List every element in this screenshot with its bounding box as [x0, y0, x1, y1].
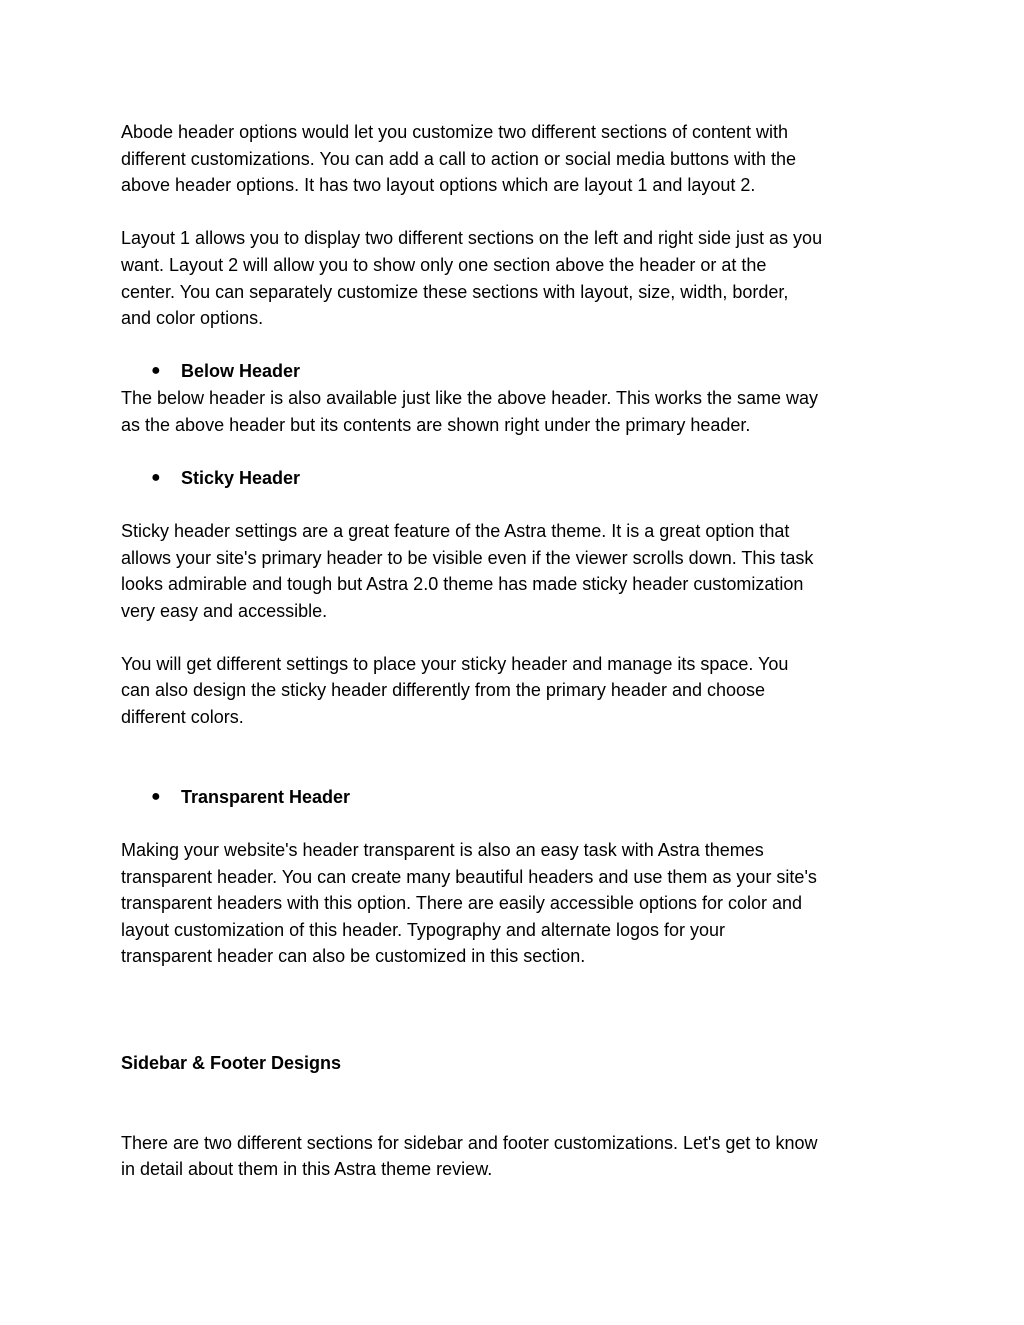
paragraph-sticky-header	[121, 518, 921, 624]
text-line: center. You can separately customize these sections with layout, size, width, border,	[121, 281, 789, 302]
bullet-icon: ●	[151, 468, 161, 486]
text-line: as the above header but its contents are shown right under the primary header.	[121, 414, 751, 435]
text-line: different customizations. You can add a call to action or social media buttons with the	[121, 148, 797, 169]
text-line: different colors.	[121, 707, 244, 728]
text-line: Making your website's header transparent is also an easy task with Astra themes	[121, 840, 764, 861]
text-line: Abode header options would let you customize two different sections of content with	[121, 122, 789, 142]
text-line: very easy and accessible.	[121, 600, 328, 621]
heading-text: Sticky Header	[181, 467, 301, 488]
text-line: You will get different settings to place your sticky header and manage its space. You	[121, 653, 789, 674]
paragraph-transparent-header	[121, 837, 921, 970]
text-line: want. Layout 2 will allow you to show only one section above the header or at the	[121, 254, 767, 275]
text-line: allows your site's primary header to be visible even if the viewer scrolls down. This task	[121, 547, 814, 568]
section-heading-sidebar-footer: Sidebar & Footer Designs	[121, 1052, 342, 1073]
text-line: transparent header. You can create many beautiful headers and use them as your site's	[121, 866, 817, 887]
text-line: There are two different sections for sidebar and footer customizations. Let's get to know	[121, 1132, 818, 1153]
text-line: Layout 1 allows you to display two different sections on the left and right side just as you	[121, 228, 823, 249]
paragraph-sidebar-footer	[121, 1130, 921, 1183]
text-line: can also design the sticky header differently from the primary header and choose	[121, 680, 766, 701]
text-line: layout customization of this header. Typography and alternate logos for your	[121, 919, 726, 940]
bullet-heading-below-header	[121, 358, 921, 385]
document-page	[121, 119, 921, 1183]
text-line: looks admirable and tough but Astra 2.0 theme has made sticky header customization	[121, 574, 804, 595]
text-line: above header options. It has two layout options which are layout 1 and layout 2.	[121, 175, 756, 196]
bullet-heading-transparent-header	[121, 784, 921, 811]
paragraph-abode-header	[121, 119, 921, 199]
heading-text: Transparent Header	[181, 786, 351, 807]
paragraph-sticky-settings	[121, 651, 921, 731]
text-line: Sticky header settings are a great feature of the Astra theme. It is a great option that	[121, 520, 790, 541]
bullet-icon: ●	[151, 362, 161, 380]
text-line: and color options.	[121, 308, 264, 329]
paragraph-below-header	[121, 385, 921, 438]
heading-text: Below Header	[181, 361, 301, 382]
bullet-heading-sticky-header	[121, 465, 921, 492]
text-line: The below header is also available just like the above header. This works the same way	[121, 387, 819, 408]
text-line: transparent header can also be customized in this section.	[121, 946, 586, 967]
text-line: transparent headers with this option. There are easily accessible options for color and	[121, 893, 803, 914]
bullet-icon: ●	[151, 787, 161, 805]
paragraph-layouts	[121, 225, 921, 331]
text-line: in detail about them in this Astra theme review.	[121, 1159, 493, 1180]
